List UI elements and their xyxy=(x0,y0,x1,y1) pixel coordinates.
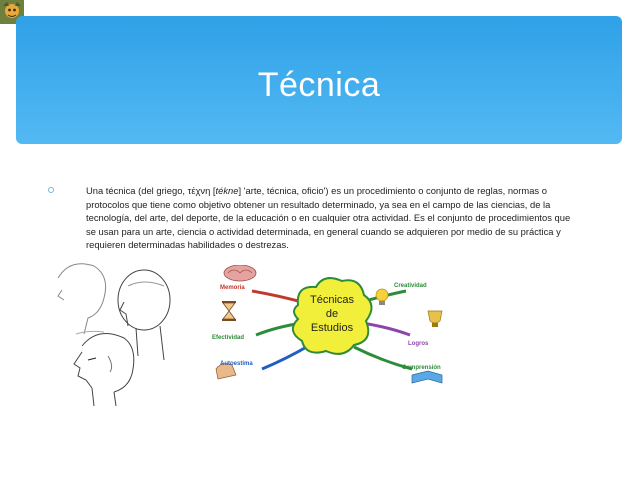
center-line-3: Estudios xyxy=(310,322,354,334)
text-before-italic: Una técnica (del griego, τέχνη [ xyxy=(86,185,216,196)
hourglass-icon xyxy=(222,301,236,321)
branch-label-comprension: Comprensión xyxy=(402,365,441,371)
text-after-italic: ] 'arte, técnica, oficio') es un procedimiento o conjunto de reglas, normas o protocolos que tiene como objetivo obtener un resultado determinado, ya sea en el campo de las ciencias, de la tecnología, del arte, del deporte, de la educación o en cualquier otra actividad. Es el conjunto de procedimientos que se usan para un arte, ciencia o actividad determinada, en general cuando se adquieren por medio de su práctica y requieren determinadas habilidades o destrezas. xyxy=(86,185,571,251)
center-line-1: Técnicas xyxy=(309,294,355,306)
lightbulb-icon xyxy=(376,289,388,305)
branch-label-memoria: Memoria xyxy=(220,285,245,291)
branch-label-efectividad: Efectividad xyxy=(212,335,245,341)
center-line-2: de xyxy=(325,308,339,320)
brain-icon xyxy=(224,265,256,281)
branch-label-autoestima: Autoestima xyxy=(220,361,253,367)
italic-term: tékne xyxy=(215,185,239,196)
book-icon xyxy=(412,371,442,383)
definition-paragraph xyxy=(58,184,578,252)
body-text xyxy=(86,184,578,252)
study-techniques-mindmap xyxy=(206,265,456,385)
page-title: Técnica xyxy=(257,66,381,104)
bullet-icon xyxy=(48,187,54,193)
branch-line xyxy=(362,323,410,335)
trophy-icon xyxy=(428,311,442,327)
branch-line xyxy=(262,345,310,369)
branch-label-logros: Logros xyxy=(408,341,429,347)
head-sketches-image xyxy=(48,256,188,406)
title-banner xyxy=(16,16,622,144)
branch-label-creatividad: Creatividad xyxy=(394,283,427,289)
